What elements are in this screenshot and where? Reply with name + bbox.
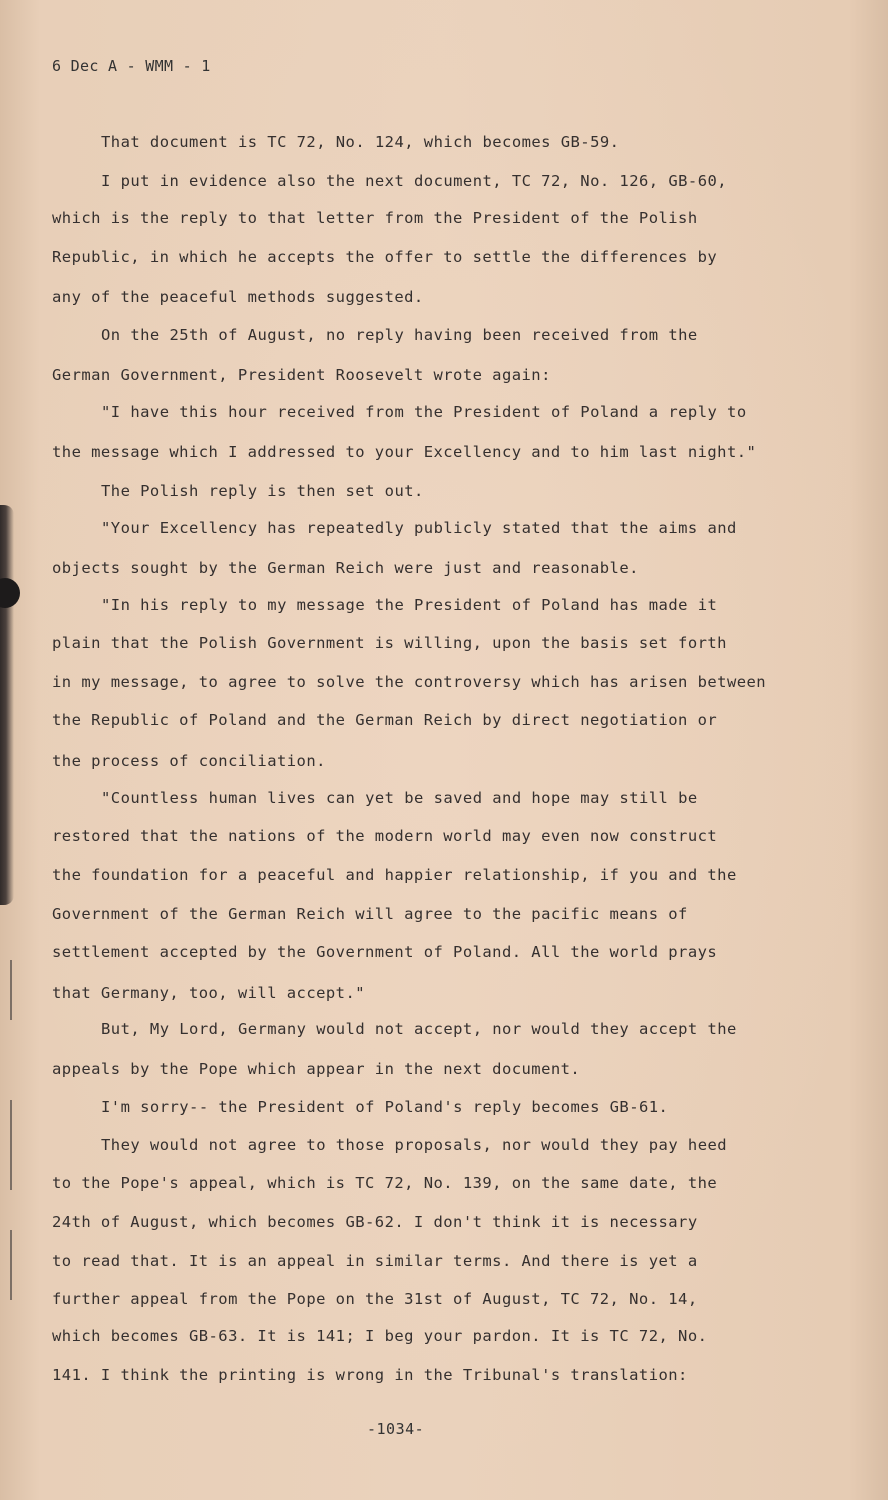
text-line: which becomes GB-63. It is 141; I beg your pardon. It is TC 72, No. <box>52 1327 708 1345</box>
text-line: "In his reply to my message the President of Poland has made it <box>101 596 718 614</box>
torn-edge-shadow <box>0 505 14 905</box>
text-line: which is the reply to that letter from the President of the Polish <box>52 209 698 227</box>
text-line: further appeal from the Pope on the 31st of August, TC 72, No. 14, <box>52 1290 698 1308</box>
text-line: to the Pope's appeal, which is TC 72, No. 139, on the same date, the <box>52 1174 718 1192</box>
text-line: appeals by the Pope which appear in the next document. <box>52 1060 581 1078</box>
text-line: settlement accepted by the Government of Poland. All the world prays <box>52 943 718 961</box>
text-line: I put in evidence also the next document, TC 72, No. 126, GB-60, <box>101 172 728 190</box>
text-line: "Countless human lives can yet be saved and hope may still be <box>101 789 698 807</box>
text-line: restored that the nations of the modern world may even now construct <box>52 827 718 845</box>
page-number: -1034- <box>367 1420 425 1438</box>
text-line: Government of the German Reich will agree to the pacific means of <box>52 905 688 923</box>
text-line: the process of conciliation. <box>52 752 326 770</box>
edge-mark <box>10 1230 12 1300</box>
text-line: the message which I addressed to your Excellency and to him last night." <box>52 443 757 461</box>
text-line: But, My Lord, Germany would not accept, nor would they accept the <box>101 1020 737 1038</box>
text-line: that Germany, too, will accept." <box>52 984 366 1002</box>
edge-mark <box>10 1100 12 1190</box>
text-line: The Polish reply is then set out. <box>101 482 424 500</box>
text-line: They would not agree to those proposals, nor would they pay heed <box>101 1136 728 1154</box>
text-line: the foundation for a peaceful and happier relationship, if you and the <box>52 866 737 884</box>
text-line: "I have this hour received from the President of Poland a reply to <box>101 403 747 421</box>
edge-mark <box>10 960 12 1020</box>
punch-hole <box>0 578 20 608</box>
text-line: On the 25th of August, no reply having been received from the <box>101 326 698 344</box>
text-line: 141. I think the printing is wrong in the Tribunal's translation: <box>52 1366 688 1384</box>
text-line: objects sought by the German Reich were just and reasonable. <box>52 559 639 577</box>
page-header: 6 Dec A - WMM - 1 <box>52 57 211 75</box>
text-line: in my message, to agree to solve the controversy which has arisen between <box>52 673 767 691</box>
text-line: the Republic of Poland and the German Reich by direct negotiation or <box>52 711 718 729</box>
text-line: Republic, in which he accepts the offer to settle the differences by <box>52 248 718 266</box>
text-line: to read that. It is an appeal in similar terms. And there is yet a <box>52 1252 698 1270</box>
text-line: 24th of August, which becomes GB-62. I don't think it is necessary <box>52 1213 698 1231</box>
text-line: I'm sorry-- the President of Poland's reply becomes GB-61. <box>101 1098 669 1116</box>
text-line: That document is TC 72, No. 124, which becomes GB-59. <box>101 133 620 151</box>
text-line: plain that the Polish Government is willing, upon the basis set forth <box>52 634 727 652</box>
text-line: any of the peaceful methods suggested. <box>52 288 424 306</box>
text-line: "Your Excellency has repeatedly publicly stated that the aims and <box>101 519 737 537</box>
text-line: German Government, President Roosevelt wrote again: <box>52 366 551 384</box>
